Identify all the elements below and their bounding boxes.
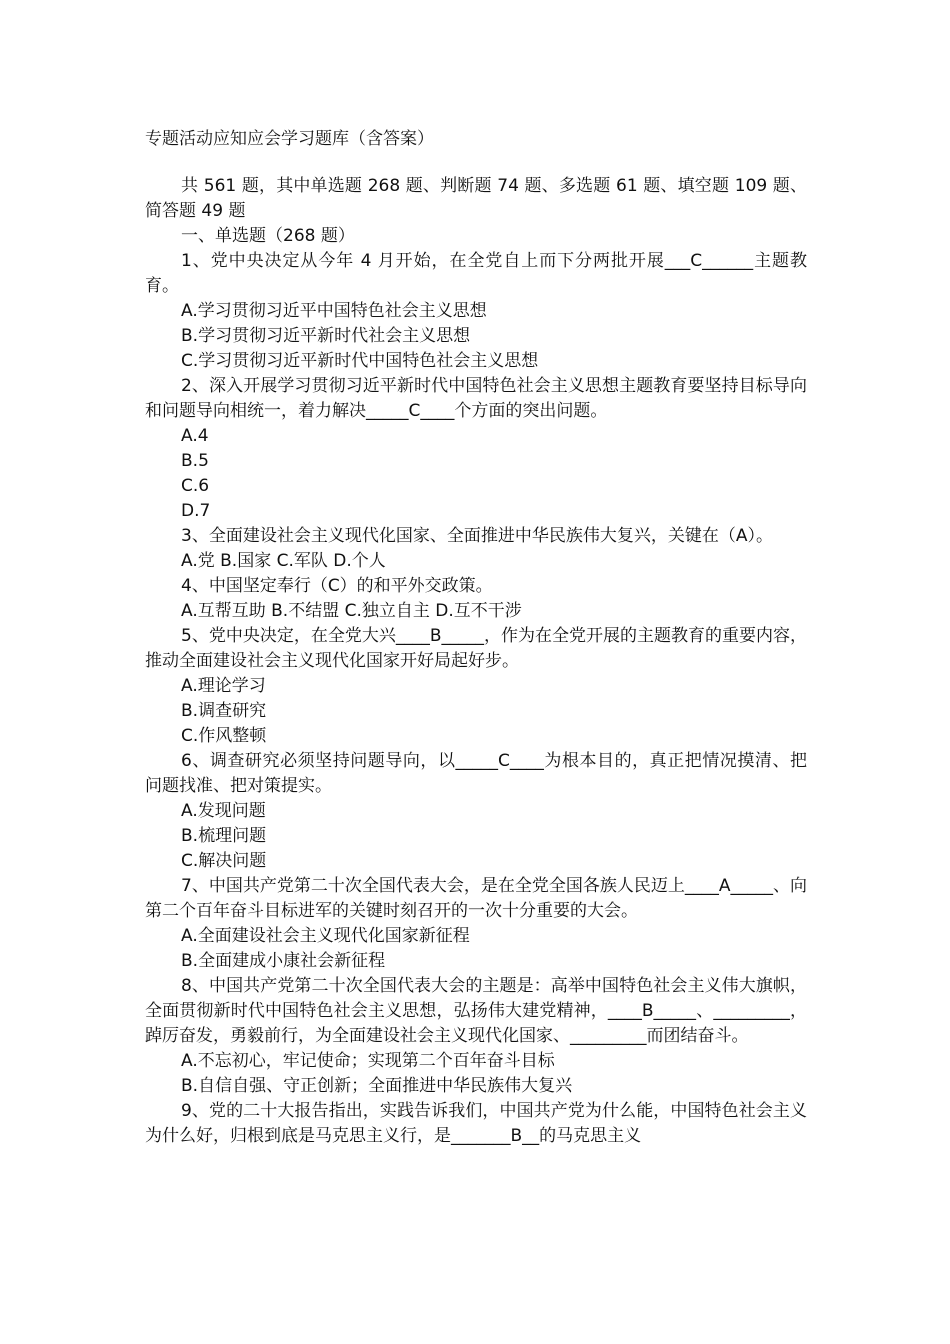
question-5-option-c: C.作风整顿	[181, 726, 267, 746]
question-6-stem: 6、调查研究必须坚持问题导向，以_____C____为根本目的，真正把情况摸清、把问题找准、把对策提实。	[145, 751, 807, 796]
question-8-option-b: B.自信自强、守正创新；全面推进中华民族伟大复兴	[181, 1076, 573, 1096]
question-2-option-b: B.5	[181, 451, 209, 471]
question-6-option-a: A.发现问题	[181, 801, 266, 821]
question-2-option-d: D.7	[181, 501, 211, 521]
question-1-option-b: B.学习贯彻习近平新时代社会主义思想	[181, 326, 471, 346]
question-8-option-a: A.不忘初心，牢记使命；实现第二个百年奋斗目标	[181, 1051, 555, 1071]
page-title: 专题活动应知应会学习题库（含答案）	[145, 129, 434, 149]
question-1-option-a: A.学习贯彻习近平中国特色社会主义思想	[181, 301, 487, 321]
section-heading: 一、单选题（268 题）	[181, 226, 355, 246]
question-3-stem: 3、全面建设社会主义现代化国家、全面推进中华民族伟大复兴，关键在（A）。	[181, 526, 773, 546]
question-7-stem: 7、中国共产党第二十次全国代表大会，是在全党全国各族人民迈上____A_____、向第二个百年奋斗目标进军的关键时刻召开的一次十分重要的大会。	[145, 876, 807, 921]
question-2-option-c: C.6	[181, 476, 210, 496]
question-4-stem: 4、中国坚定奉行（C）的和平外交政策。	[181, 576, 493, 596]
question-9-stem: 9、党的二十大报告指出，实践告诉我们，中国共产党为什么能，中国特色社会主义为什么好，归根到底是马克思主义行，是_______B__的马克思主义	[145, 1101, 807, 1146]
intro-paragraph: 共 561 题，其中单选题 268 题、判断题 74 题、多选题 61 题、填空题 109 题、简答题 49 题	[145, 176, 807, 221]
question-1-option-c: C.学习贯彻习近平新时代中国特色社会主义思想	[181, 351, 539, 371]
question-7-option-a: A.全面建设社会主义现代化国家新征程	[181, 926, 470, 946]
question-5-option-b: B.调查研究	[181, 701, 267, 721]
question-8-stem: 8、中国共产党第二十次全国代表大会的主题是：高举中国特色社会主义伟大旗帜，全面贯彻新时代中国特色社会主义思想，弘扬伟大建党精神，____B_____、_________，踔厉奋发，勇毅前行，为全面建设社会主义现代化国家、_________而团结奋斗。	[145, 976, 807, 1046]
question-7-option-b: B.全面建成小康社会新征程	[181, 951, 386, 971]
question-2-option-a: A.4	[181, 426, 209, 446]
question-1-stem: 1、党中央决定从今年 4 月开始，在全党自上而下分两批开展___C______主题教育。	[145, 251, 807, 296]
question-5-stem: 5、党中央决定，在全党大兴____B_____，作为在全党开展的主题教育的重要内容，推动全面建设社会主义现代化国家开好局起好步。	[145, 626, 807, 671]
question-6-option-b: B.梳理问题	[181, 826, 267, 846]
question-6-option-c: C.解决问题	[181, 851, 267, 871]
question-4-options: A.互帮互助 B.不结盟 C.独立自主 D.互不干涉	[181, 601, 522, 621]
question-3-options: A.党 B.国家 C.军队 D.个人	[181, 551, 386, 571]
document-body	[145, 174, 807, 1149]
question-5-option-a: A.理论学习	[181, 676, 266, 696]
question-2-stem: 2、深入开展学习贯彻习近平新时代中国特色社会主义思想主题教育要坚持目标导向和问题导向相统一，着力解决_____C____个方面的突出问题。	[145, 376, 807, 421]
